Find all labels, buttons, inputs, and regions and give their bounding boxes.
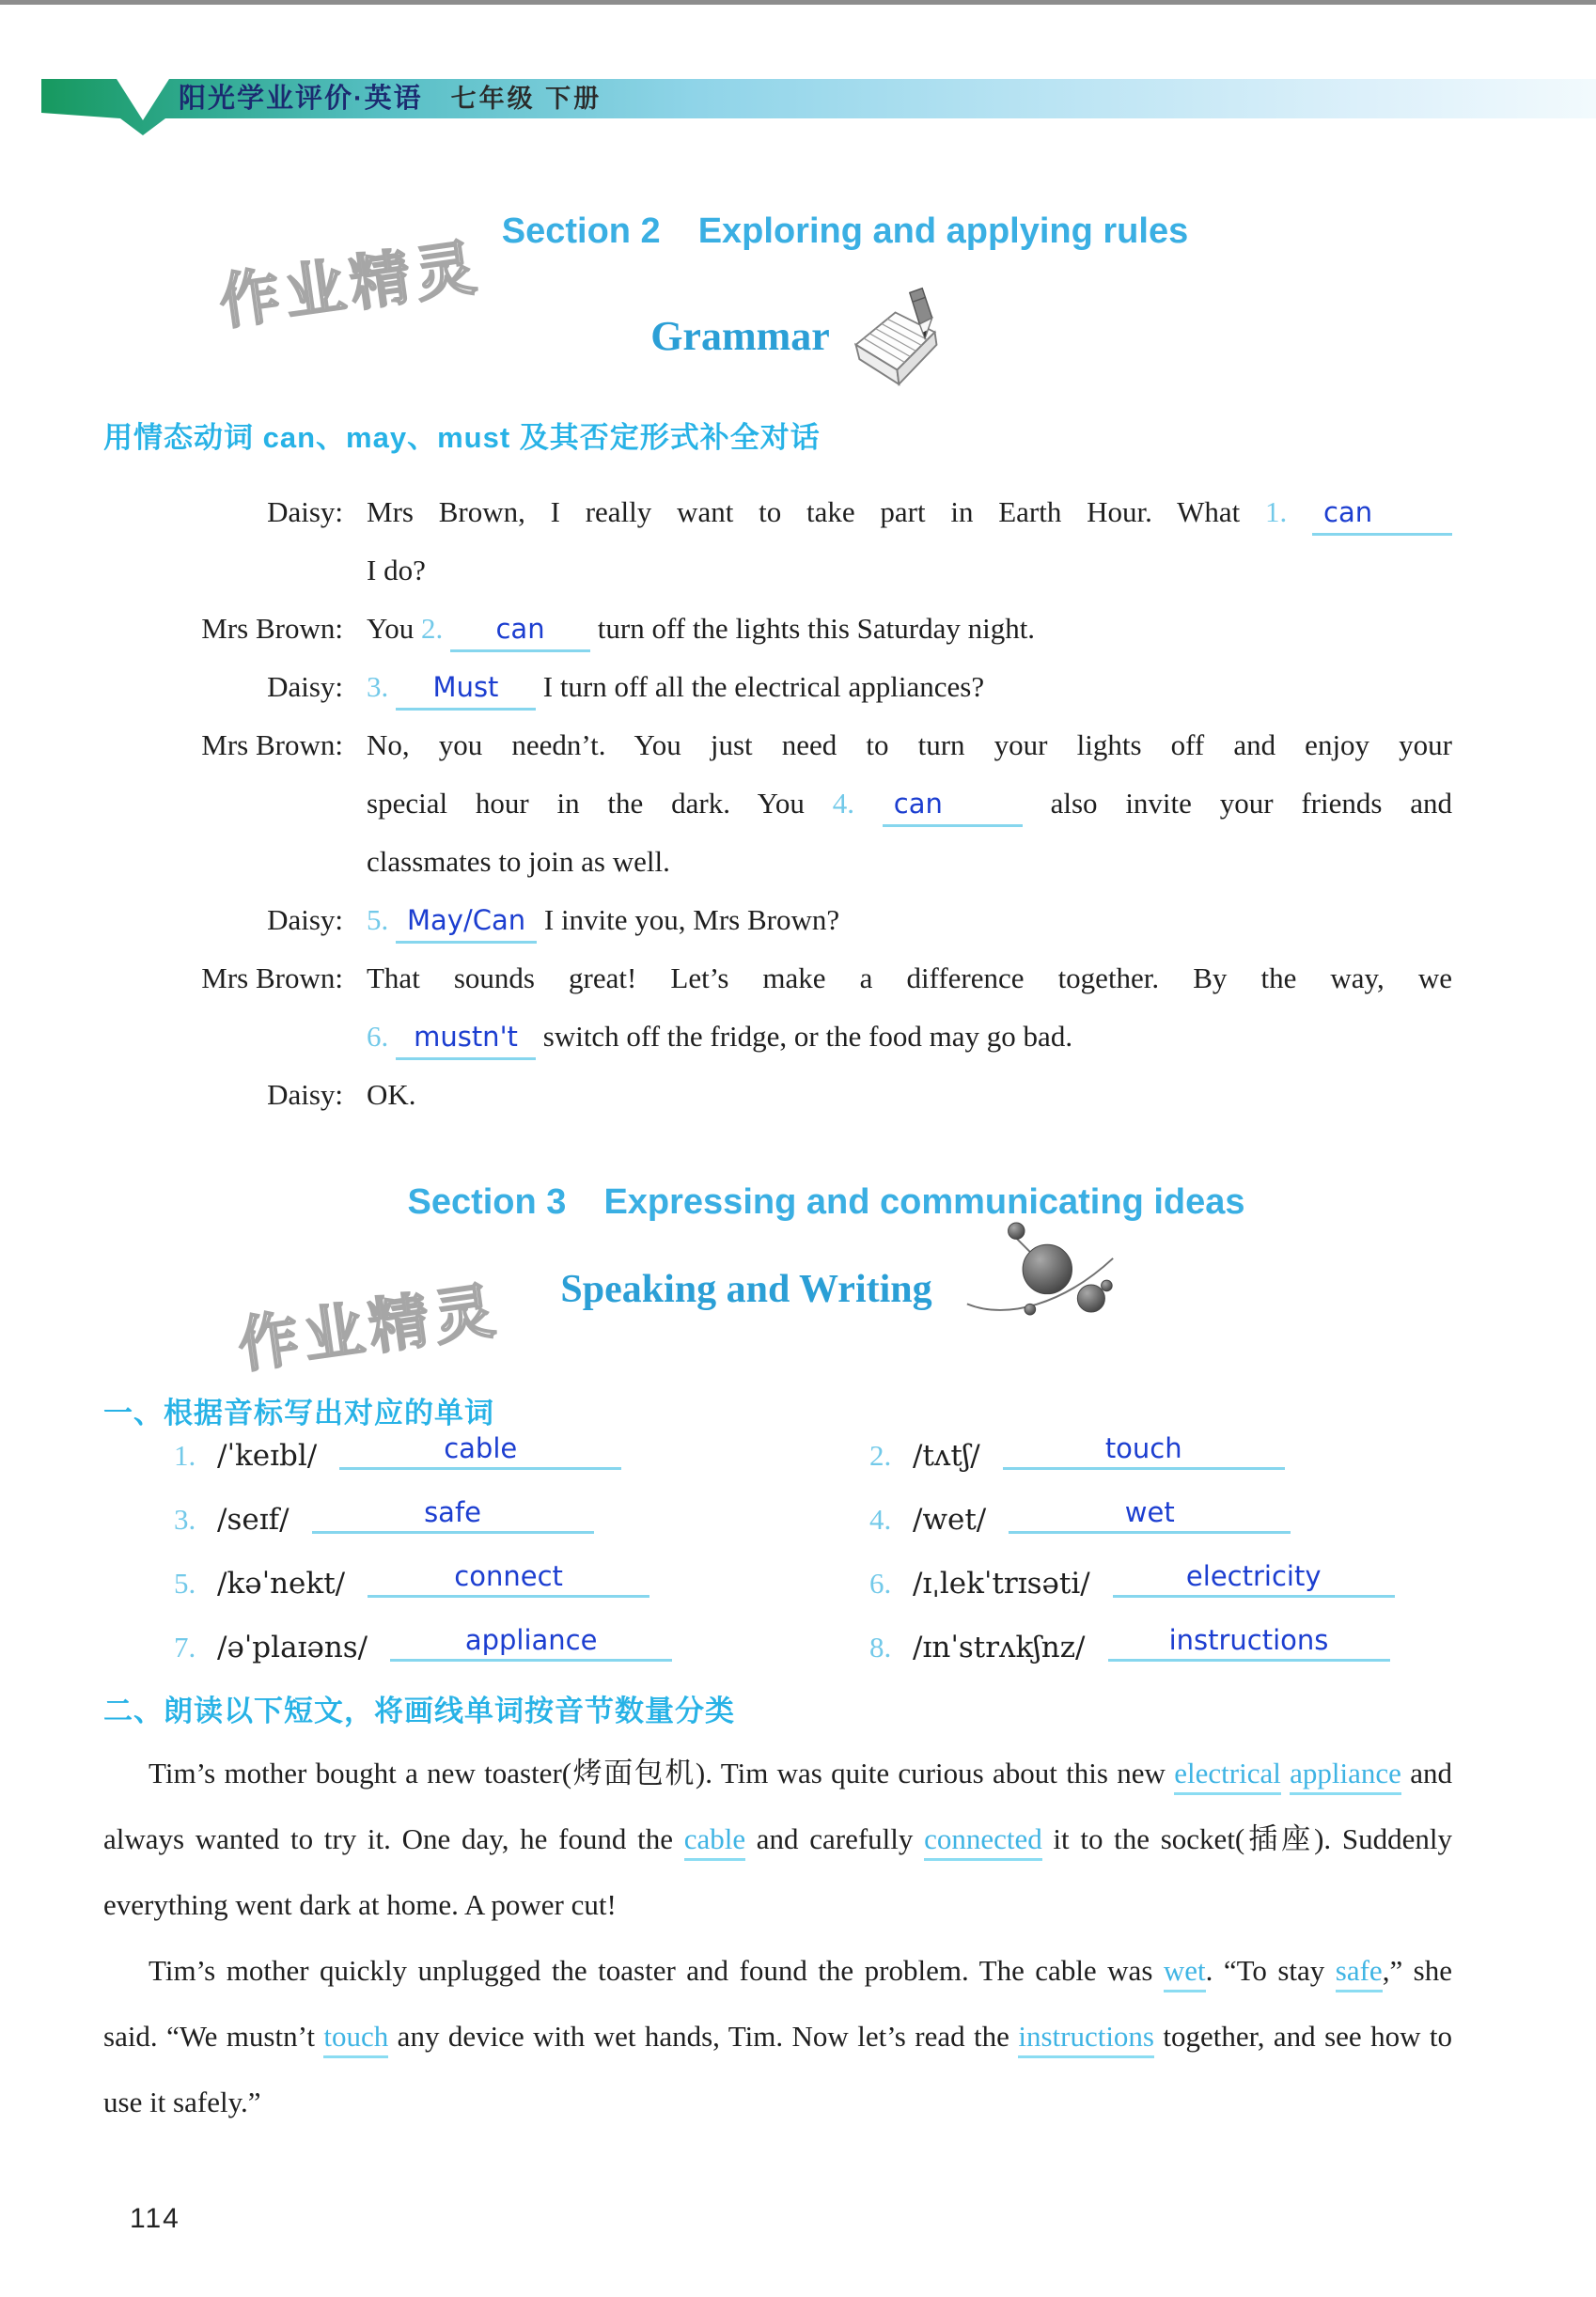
dialogue-line [103, 716, 1452, 774]
dialogue-sentence: You [367, 612, 415, 645]
item-number: 4. [869, 1503, 892, 1536]
blank-number: 5. [367, 903, 389, 936]
passage-paragraph [103, 1741, 1452, 1938]
phonetic-item [174, 1488, 794, 1552]
item-number: 6. [869, 1567, 892, 1600]
blank-number: 3. [367, 670, 389, 703]
ipa-transcription: /əˈplaɪəns/ [217, 1631, 368, 1664]
speaker-label: Mrs Brown: [201, 961, 343, 994]
underlined-word: safe [1336, 1954, 1383, 1992]
dialogue-line [103, 949, 1452, 1008]
answer-blank: Must [396, 670, 536, 711]
section3-heading [0, 1182, 1596, 1223]
phonetic-item [174, 1616, 794, 1680]
item-number: 8. [869, 1631, 892, 1664]
dialogue-sentence: I do? [367, 554, 426, 586]
answer-blank: touch [1003, 1430, 1285, 1470]
answer-blank: cable [339, 1430, 621, 1470]
answer-blank: can [883, 787, 1023, 827]
phonetic-item [174, 1424, 794, 1488]
phonetics-grid [174, 1424, 1424, 1680]
dialogue-sentence: special hour in the dark. You [367, 787, 805, 820]
item-number: 2. [869, 1439, 892, 1472]
ipa-transcription: /wet/ [913, 1503, 987, 1537]
section2-heading [0, 211, 1596, 252]
item-number: 3. [174, 1503, 196, 1536]
ipa-transcription: /ɪˌlekˈtrɪsəti/ [913, 1567, 1090, 1601]
dialogue-sentence: switch off the fridge, or the food may go bad. [542, 1020, 1073, 1053]
dialogue-text [367, 483, 1452, 541]
blank-number: 2. [421, 612, 444, 645]
speaker-label [103, 1008, 343, 1066]
item-number: 5. [174, 1567, 196, 1600]
answer-blank: May/Can [396, 903, 537, 944]
dialogue-sentence: I invite you, Mrs Brown? [543, 903, 840, 936]
watermark: 作业精灵 [234, 1275, 505, 1381]
grammar-instruction: 用情态动词 can、may、must 及其否定形式补全对话 [103, 421, 821, 454]
answer-blank: wet [1009, 1493, 1291, 1534]
speaker-label: Mrs Brown: [201, 728, 343, 761]
passage-text: . “To stay [1205, 1954, 1336, 1987]
speaker-label: Daisy: [267, 1078, 343, 1111]
dialogue-sentence: Mrs Brown, I really want to take part in Earth Hour. What [367, 495, 1241, 528]
ipa-transcription: /ɪnˈstrʌkʃnz/ [913, 1631, 1086, 1664]
dialogue-text [367, 600, 1452, 658]
ipa-transcription: /ˈkeɪbl/ [217, 1439, 318, 1473]
underlined-word: connected [924, 1822, 1042, 1861]
dialogue-line [103, 541, 1452, 600]
dialogue-line [103, 483, 1452, 541]
exercise1-heading: 一、根据音标写出对应的单词 [103, 1397, 494, 1430]
underlined-word: wet [1164, 1954, 1206, 1992]
passage-text: Tim’s mother bought a new toaster(烤面包机). Tim was quite curious about this new [149, 1757, 1175, 1789]
answer-blank: safe [312, 1493, 594, 1534]
passage-text [1281, 1757, 1290, 1789]
passage-text: and carefully [745, 1822, 925, 1855]
ipa-transcription: /tʌtʃ/ [913, 1439, 980, 1473]
speaker-label: Daisy: [267, 903, 343, 936]
answer-blank: appliance [390, 1621, 672, 1662]
watermark: 作业精灵 [215, 232, 486, 337]
dialogue-line [103, 833, 1452, 891]
dialogue-text [367, 541, 1452, 600]
phonetic-item [174, 1552, 794, 1616]
speaker-label: Mrs Brown: [201, 612, 343, 645]
phonetic-item [869, 1616, 1424, 1680]
dialogue-text [367, 1008, 1452, 1066]
book-brand-title: 阳光学业评价·英语 [179, 84, 423, 114]
item-number: 1. [174, 1439, 196, 1472]
dialogue-sentence: I turn off all the electrical appliances? [542, 670, 985, 703]
section3-number: Section 3 [407, 1182, 567, 1222]
dialogue-line [103, 658, 1452, 716]
passage-text: any device with wet hands, Tim. Now let’s read the [388, 2020, 1019, 2053]
dialogue-sentence: also invite your friends and [1050, 787, 1453, 820]
reading-passage [103, 1741, 1452, 2135]
answer-blank: mustn't [396, 1020, 536, 1060]
dialogue [103, 483, 1452, 1124]
section2-number: Section 2 [501, 211, 661, 251]
underlined-word: instructions [1018, 2020, 1154, 2058]
blank-number: 4. [832, 787, 854, 820]
dialogue-line [103, 891, 1452, 949]
speaker-label [103, 541, 343, 600]
section3-title: Expressing and communicating ideas [603, 1182, 1245, 1222]
item-number: 7. [174, 1631, 196, 1664]
dialogue-sentence: OK. [367, 1078, 416, 1111]
speaker-label: Daisy: [267, 495, 343, 528]
answer-blank: can [450, 612, 590, 652]
speaker-label [103, 833, 343, 891]
dialogue-text [367, 716, 1452, 774]
passage-text: ,” she said. “We mustn’t [103, 1954, 1452, 2053]
dialogue-line [103, 1066, 1452, 1124]
header-title-bar [179, 79, 602, 118]
dialogue-text [367, 774, 1452, 833]
phonetic-item [869, 1552, 1424, 1616]
page-number: 114 [130, 2203, 180, 2234]
passage-text: and always wanted to try it. One day, he found the [103, 1757, 1452, 1855]
grammar-heading: Grammar [650, 313, 830, 359]
phonetic-item [869, 1488, 1424, 1552]
blank-number: 6. [367, 1020, 389, 1053]
book-grade-label: 七年级 下册 [450, 85, 602, 113]
section2-title: Exploring and applying rules [697, 211, 1189, 251]
exercise2-heading: 二、朗读以下短文，将画线单词按音节数量分类 [103, 1695, 735, 1727]
ipa-transcription: /kəˈnekt/ [217, 1567, 346, 1601]
dialogue-sentence: That sounds great! Let’s make a difference together. By the way, we [367, 961, 1452, 994]
passage-text: Tim’s mother quickly unplugged the toaster and found the problem. The cable was [149, 1954, 1164, 1987]
underlined-word: electrical [1174, 1757, 1281, 1795]
underlined-word: cable [684, 1822, 745, 1861]
underlined-word: touch [323, 2020, 388, 2058]
speaker-label: Daisy: [267, 670, 343, 703]
scan-edge [0, 0, 1596, 5]
passage-text: together, and see how to use it safely.” [103, 2020, 1452, 2118]
underlined-word: appliance [1290, 1757, 1401, 1795]
dialogue-text [367, 833, 1452, 891]
dialogue-line [103, 600, 1452, 658]
answer-blank: can [1312, 495, 1452, 536]
blank-number: 1. [1265, 495, 1288, 528]
answer-blank: electricity [1113, 1557, 1395, 1598]
dialogue-sentence: classmates to join as well. [367, 845, 670, 878]
dialogue-sentence: No, you needn’t. You just need to turn your lights off and enjoy your [367, 728, 1452, 761]
speaker-label [103, 774, 343, 833]
dialogue-text [367, 658, 1452, 716]
passage-text: it to the socket(插座). Suddenly everything went dark at home. A power cut! [103, 1822, 1452, 1921]
ipa-transcription: /seɪf/ [217, 1503, 289, 1537]
dialogue-sentence: turn off the lights this Saturday night. [597, 612, 1036, 645]
answer-blank: instructions [1108, 1621, 1390, 1662]
dialogue-text [367, 1066, 1452, 1124]
phonetic-item [869, 1424, 1424, 1488]
answer-blank: connect [368, 1557, 649, 1598]
dialogue-text [367, 949, 1452, 1008]
passage-paragraph [103, 1938, 1452, 2135]
notepad-pencil-icon [847, 286, 946, 397]
dialogue-text [367, 891, 1452, 949]
dialogue-line [103, 1008, 1452, 1066]
berries-vine-icon [963, 1211, 1119, 1325]
speaking-writing-heading: Speaking and Writing [560, 1268, 932, 1311]
dialogue-line [103, 774, 1452, 833]
